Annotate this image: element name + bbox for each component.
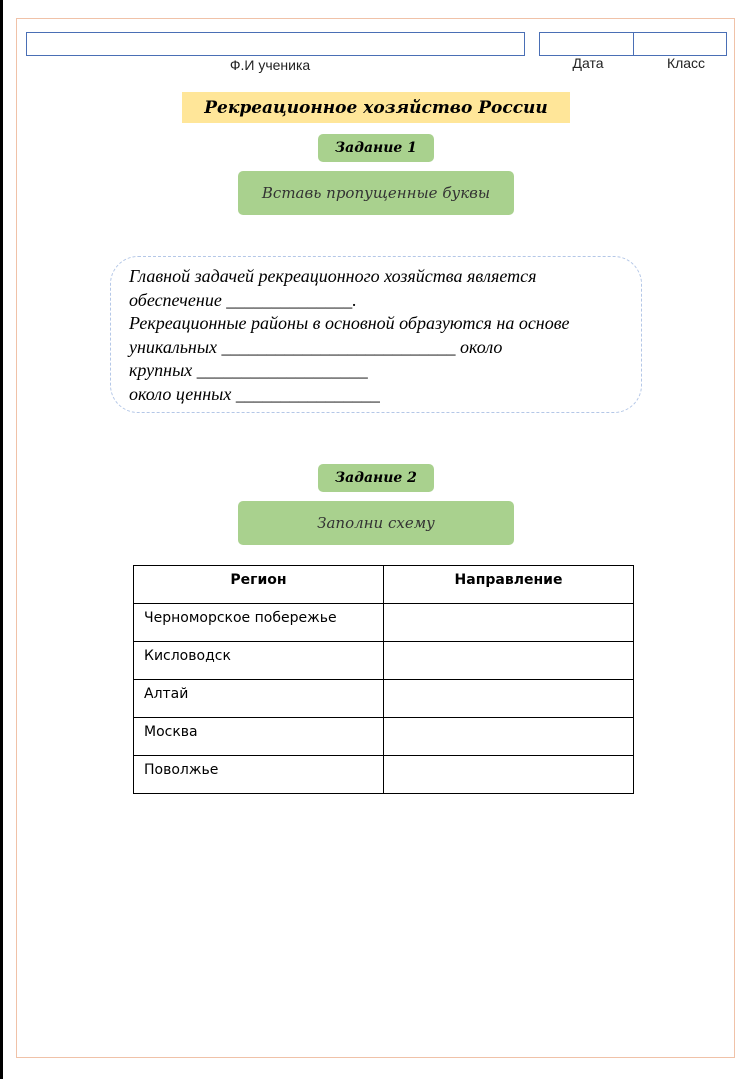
task1-instruction: Вставь пропущенные буквы xyxy=(238,171,514,215)
region-cell: Черноморское побережье xyxy=(134,604,384,642)
direction-cell[interactable] xyxy=(384,642,634,680)
task1-label: Задание 1 xyxy=(318,134,434,162)
region-cell: Кисловодск xyxy=(134,642,384,680)
left-edge-bar xyxy=(0,0,3,1079)
task1-line: крупных ___________________ xyxy=(129,360,368,380)
task2-label: Задание 2 xyxy=(318,464,434,492)
table-row xyxy=(134,718,634,756)
column-header-direction: Направление xyxy=(384,566,634,604)
task1-line: Главной задачей рекреационного хозяйства является xyxy=(129,266,537,286)
task2-instruction: Заполни схему xyxy=(238,501,514,545)
student-name-field[interactable] xyxy=(26,32,525,56)
region-cell: Алтай xyxy=(134,680,384,718)
task1-line: Рекреационные районы в основной образуются на основе xyxy=(129,313,570,333)
direction-cell[interactable] xyxy=(384,718,634,756)
class-label: Класс xyxy=(666,55,706,71)
direction-cell[interactable] xyxy=(384,680,634,718)
region-cell: Поволжье xyxy=(134,756,384,794)
page-title: Рекреационное хозяйство России xyxy=(182,92,570,123)
table-row xyxy=(134,756,634,794)
region-cell: Москва xyxy=(134,718,384,756)
table-row xyxy=(134,680,634,718)
date-field[interactable] xyxy=(539,32,634,56)
class-field[interactable] xyxy=(633,32,727,56)
task1-line: обеспечение ______________. xyxy=(129,289,357,310)
direction-cell[interactable] xyxy=(384,756,634,794)
table-row xyxy=(134,642,634,680)
date-label: Дата xyxy=(572,55,604,71)
task1-text-box xyxy=(110,256,642,413)
table-row xyxy=(134,604,634,642)
column-header-region: Регион xyxy=(134,566,384,604)
direction-cell[interactable] xyxy=(384,604,634,642)
student-name-label: Ф.И ученика xyxy=(229,57,311,73)
task1-line: уникальных __________________________ около xyxy=(129,336,503,357)
task1-line: около ценных ________________ xyxy=(129,383,380,404)
table-header-row xyxy=(134,566,634,604)
region-table xyxy=(133,565,634,794)
